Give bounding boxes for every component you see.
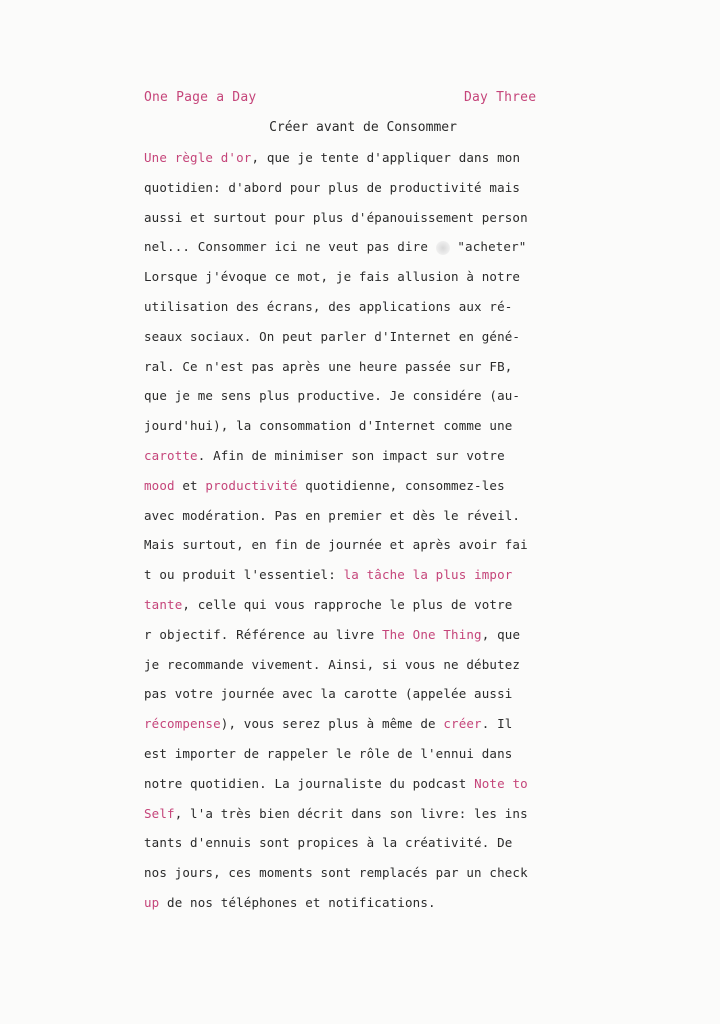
header-series-title: One Page a Day [144,90,257,105]
highlighted-phrase: up [144,894,160,910]
text-run: avec modération. Pas en premier et dès le réveil. [144,507,521,523]
text-run: quotidienne, consommez-les [297,477,505,493]
page-title: Créer avant de Consommer [269,120,457,135]
text-run: , l'a très bien décrit dans son livre: les ins [174,805,528,821]
text-run: Lorsque j'évoque ce mot, je fais allusion à notre [144,269,521,285]
text-line [144,178,564,208]
text-run: , que je tente d'appliquer dans mon [251,150,521,165]
text-run: ), vous serez plus à même de [220,716,444,732]
text-run: nel... Consommer ici ne veut pas dire [144,239,436,255]
text-run: "acheter" [449,239,527,255]
highlighted-phrase: créer [443,716,482,732]
text-run: est importer de rappeler le rôle de l'ennui dans [144,745,513,761]
text-line [144,446,564,476]
text-run: t ou produit l'essentiel: [144,567,344,583]
text-run: seaux sociaux. On peut parler d'Internet en géné- [144,328,521,344]
text-line [144,684,564,714]
text-line [144,297,564,327]
text-line [144,208,564,238]
ink-smudge [436,241,450,255]
text-line [144,237,564,267]
text-run: jourd'hui), la consommation d'Internet comme une [144,418,513,434]
text-line [144,655,564,685]
highlighted-phrase: mood [144,477,175,493]
header-day-label: Day Three [464,90,537,105]
text-line [144,416,564,446]
highlighted-phrase: The One Thing [381,626,482,642]
text-run: . Il [481,716,513,732]
text-run: Mais surtout, en fin de journée et après avoir fai [144,537,528,553]
text-line [144,744,564,774]
text-run: et [174,477,206,493]
highlighted-phrase: Une règle d'or [144,150,252,165]
text-line [144,476,564,506]
text-run: ral. Ce n'est pas après une heure passée sur FB, [144,358,513,374]
text-line [144,863,564,893]
text-line [144,386,564,416]
text-run: pas votre journée avec la carotte (appelée aussi [144,686,513,702]
text-line [144,833,564,863]
highlighted-phrase: tante [144,596,183,612]
highlighted-phrase: productivité [205,477,298,493]
body-text [144,148,564,923]
text-run: utilisation des écrans, des applications aux ré- [144,298,513,314]
text-line [144,595,564,625]
text-run: tants d'ennuis sont propices à la créativité. De [144,835,513,851]
text-run: , que [481,626,521,642]
text-run: je recommande vivement. Ainsi, si vous ne débutez [144,656,521,672]
text-line [144,804,564,834]
text-line [144,267,564,297]
highlighted-phrase: carotte [144,447,198,463]
text-line [144,327,564,357]
text-line [144,774,564,804]
text-run: que je me sens plus productive. Je considére (au- [144,388,521,404]
text-run: quotidien: d'abord pour plus de productivité mais [144,179,521,195]
text-line [144,893,564,923]
highlighted-phrase: Note to [474,775,528,791]
highlighted-phrase: récompense [144,716,221,732]
text-run: r objectif. Référence au livre [144,626,382,642]
text-line [144,535,564,565]
text-run: nos jours, ces moments sont remplacés par un check [144,865,528,881]
text-run: notre quotidien. La journaliste du podcast [144,775,475,791]
text-run: de nos téléphones et notifications. [159,894,436,910]
text-line [144,506,564,536]
highlighted-phrase: la tâche la plus impor [343,567,513,583]
text-line [144,565,564,595]
text-run: aussi et surtout pour plus d'épanouissement person [144,209,528,225]
text-line [144,714,564,744]
text-line [144,357,564,387]
text-run: . Afin de minimiser son impact sur votre [197,447,505,463]
highlighted-phrase: Self [144,805,175,821]
text-line [144,625,564,655]
text-run: , celle qui vous rapproche le plus de votre [182,596,513,612]
text-line [144,148,564,178]
